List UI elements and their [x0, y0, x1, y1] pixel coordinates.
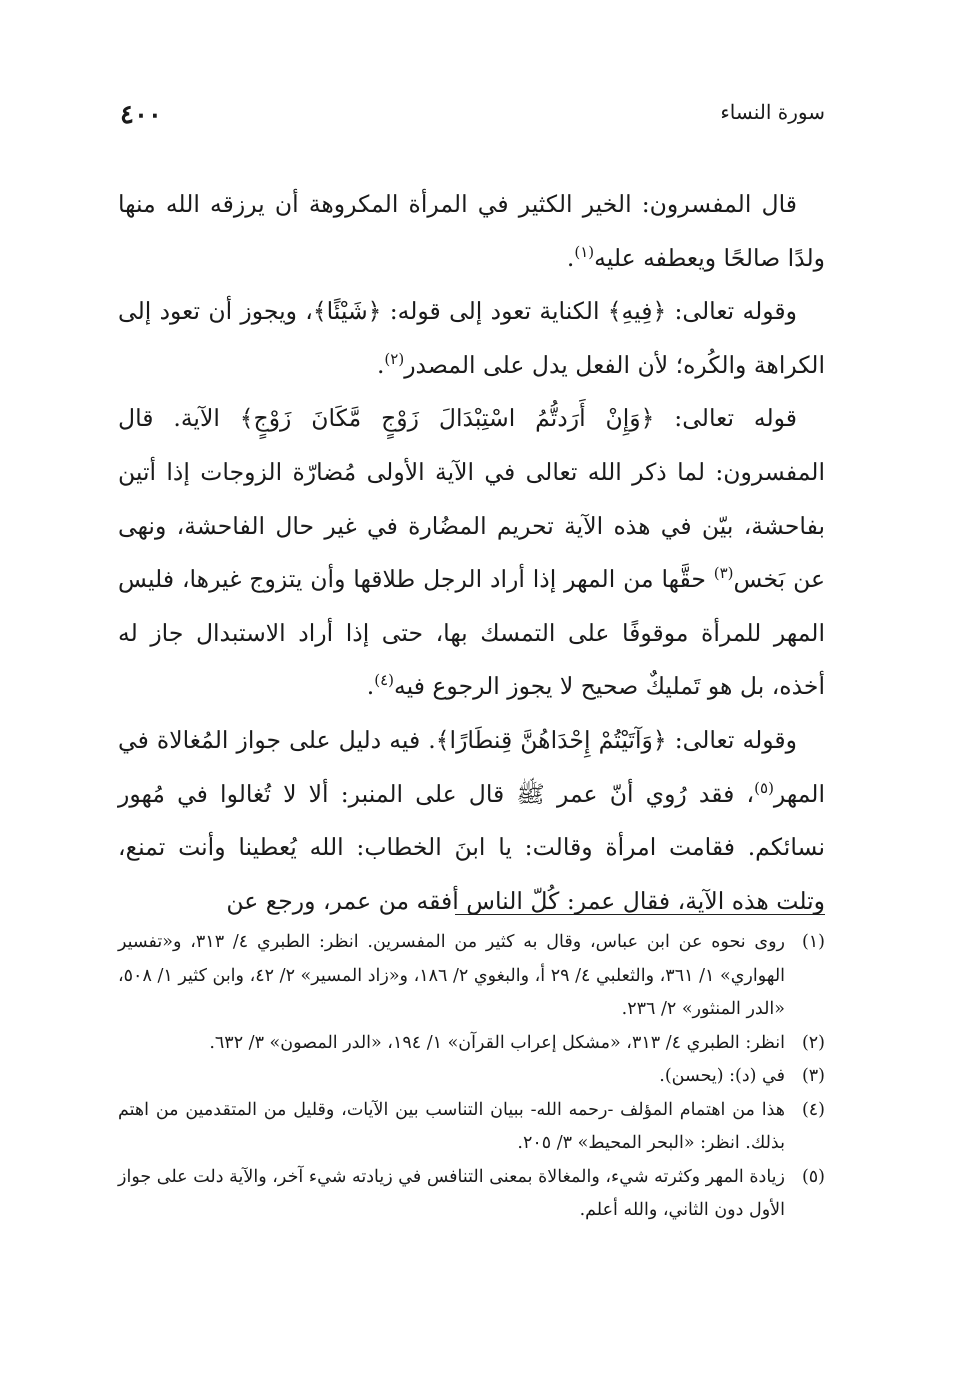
footnote	[118, 1094, 825, 1161]
footnote	[118, 1027, 825, 1061]
footnotes	[118, 926, 825, 1228]
footnote-reference[interactable]: (٤)	[374, 671, 395, 690]
footnote-reference[interactable]: (٢)	[384, 349, 405, 368]
page-number: ٤٠٠	[120, 100, 162, 130]
footnote-text: روى نحوه عن ابن عباس، وقال به كثير من المفسرين. انظر: الطبري ٤/ ٣١٣، و«تفسير الهواري» ١/ ٣٦١، والثعلبي ٤/ ٢٩ أ، والبغوي ٢/ ١٨٦، و«زاد المسير» ٢/ ٤٢، وابن كثير ١/ ٥٠٨، «الدر المنثور» ٢/ ٢٣٦.	[118, 932, 786, 1019]
footnote-number: (١)	[801, 932, 825, 952]
footnote-text: هذا من اهتمام المؤلف -رحمه الله- ببيان التناسب بين الآيات، وقليل من المتقدمين من اهتم بذلك. انظر: «البحر المحيط» ٣/ ٢٠٥.	[118, 1099, 785, 1153]
paragraph	[118, 178, 825, 285]
paragraph	[118, 714, 825, 928]
main-text	[118, 178, 825, 928]
footnote	[118, 1060, 825, 1094]
footnote-number: (٣)	[801, 1066, 825, 1086]
running-title: سورة النساء	[720, 100, 825, 124]
paragraph-end: .	[366, 672, 375, 701]
paragraph-text: قوله تعالى: ﴿وَإِنْ أَرَدتُّمُ اسْتِبْدَالَ زَوْجٍ مَّكَانَ زَوْجٍ﴾ الآية. قال المفسرون: لما ذكر الله تعالى في الآية الأولى مُضارّة الزوجات إذا أتين بفاحشة، بيّن في هذه الآية تحريم المضُارة في غير حال الفاحشة، ونهى عن بَخس	[118, 404, 825, 594]
footnote-text: زيادة المهر وكثرته شيء، والمغالاة بمعنى التنافس في زيادته شيء آخر، والآية دلت على جواز الأول دون الثاني، والله أعلم.	[118, 1166, 785, 1220]
footnote-reference[interactable]: (١)	[574, 242, 595, 261]
page-header	[120, 100, 825, 140]
footnote	[118, 1161, 825, 1228]
paragraph-text: ، فقد رُوي أنّ عمر ﷺ قال على المنبر: ألا لا تُغالوا في مُهور نسائكم. فقامت امرأة وقالت: يا ابنَ الخطاب: الله يُعطينا وأنت تمنع، وتلت هذه الآية، فقال عمر: كُلّ الناس أفقه من عمر، ورجع عن	[118, 779, 825, 915]
footnote-number: (٢)	[801, 1032, 825, 1053]
paragraph	[118, 392, 825, 714]
footnote-reference[interactable]: (٥)	[754, 778, 774, 797]
paragraph-text: قال المفسرون: الخير الكثير في المرأة المكروهة أن يرزقه الله منها ولدًا صالحًا ويعطفه عليه	[118, 190, 825, 272]
paragraph-text: وقوله تعالى: ﴿فِيهِ﴾ الكناية تعود إلى قوله: ﴿شَيْئًا﴾، ويجوز أن تعود إلى الكراهة والكُره؛ لأن الفعل يدل على المصدر	[118, 297, 825, 379]
paragraph	[118, 285, 825, 392]
footnote-text: انظر: الطبري ٤/ ٣١٣، «مشكل إعراب القرآن» ١/ ١٩٤، «الدر المصون» ٣/ ٦٣٢.	[209, 1032, 785, 1053]
paragraph-text: حقَّها من المهر إذا أراد الرجل طلاقها وأن يتزوج غيرها، فليس المهر للمرأة موقوفًا على التمسك بها، حتى إذا أراد الاستبدال جاز له أخذه، بل هو تَمليكٌ صحيح لا يجوز الرجوع فيه	[118, 565, 825, 701]
footnote-reference[interactable]: (٣)	[713, 564, 734, 583]
footnote	[118, 926, 825, 1027]
footnote-text: في (د): (يحسن).	[659, 1066, 785, 1086]
paragraph-end: .	[376, 350, 385, 379]
footnote-number: (٤)	[801, 1099, 825, 1120]
paragraph-end: .	[566, 243, 575, 272]
footnote-number: (٥)	[801, 1166, 825, 1187]
paragraph-text: وقوله تعالى: ﴿وَآتَيْتُمْ إِحْدَاهُنَّ قِنطَارًا﴾. فيه دليل على جواز المُغالاة في المهر	[118, 725, 825, 808]
footnote-separator	[455, 914, 825, 915]
